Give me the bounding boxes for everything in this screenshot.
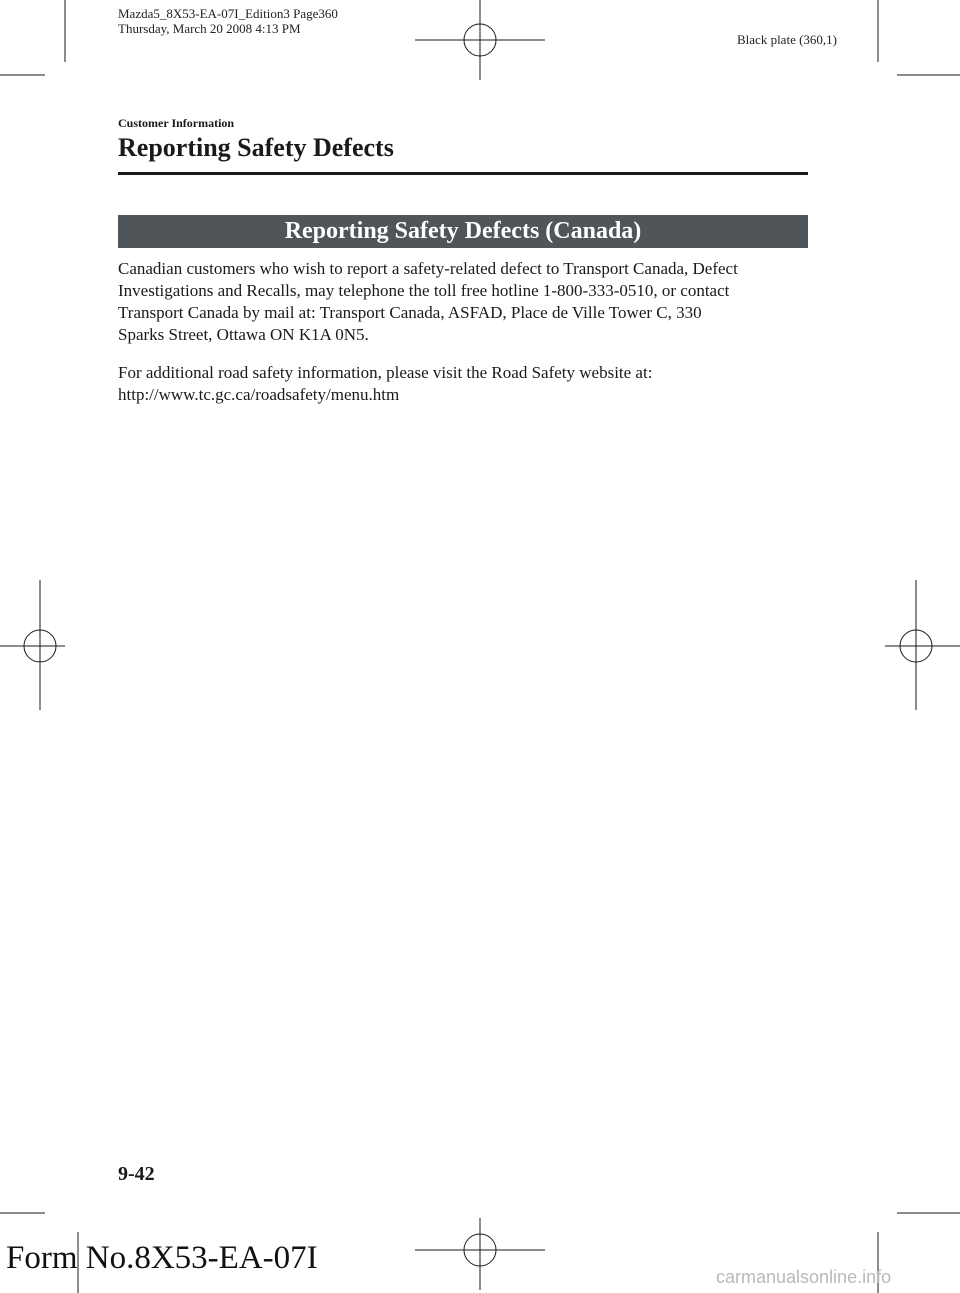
section-label: Customer Information [118, 116, 235, 130]
plate-label: Black plate (360,1) [737, 32, 837, 47]
form-number: Form No.8X53-EA-07I [6, 1240, 318, 1276]
page-number: 9-42 [118, 1163, 155, 1185]
paragraph-line: Sparks Street, Ottawa ON K1A 0N5. [118, 325, 369, 344]
title-divider [118, 172, 808, 175]
watermark: carmanualsonline.info [716, 1267, 892, 1287]
road-safety-url[interactable]: http://www.tc.gc.ca/roadsafety/menu.htm [118, 385, 400, 404]
print-timestamp: Thursday, March 20 2008 4:13 PM [118, 21, 301, 36]
registration-mark-top [415, 0, 545, 80]
road-safety-paragraph [118, 362, 808, 406]
registration-mark-left [0, 580, 65, 710]
section-heading: Reporting Safety Defects (Canada) [118, 215, 808, 248]
print-file-info: Mazda5_8X53-EA-07I_Edition3 Page360 [118, 6, 338, 21]
paragraph-line: Transport Canada by mail at: Transport Canada, ASFAD, Place de Ville Tower C, 330 [118, 303, 702, 322]
paragraph-line: Investigations and Recalls, may telephone the toll free hotline 1-800-333-0510, or contact [118, 281, 730, 300]
registration-mark-right [885, 580, 960, 710]
print-metadata [118, 6, 338, 36]
paragraph-line: Canadian customers who wish to report a safety-related defect to Transport Canada, Defect [118, 259, 738, 278]
registration-mark-bottom [415, 1218, 545, 1290]
canada-reporting-paragraph [118, 258, 808, 346]
paragraph-line: For additional road safety information, please visit the Road Safety website at: [118, 363, 653, 382]
page-title: Reporting Safety Defects [118, 133, 394, 162]
